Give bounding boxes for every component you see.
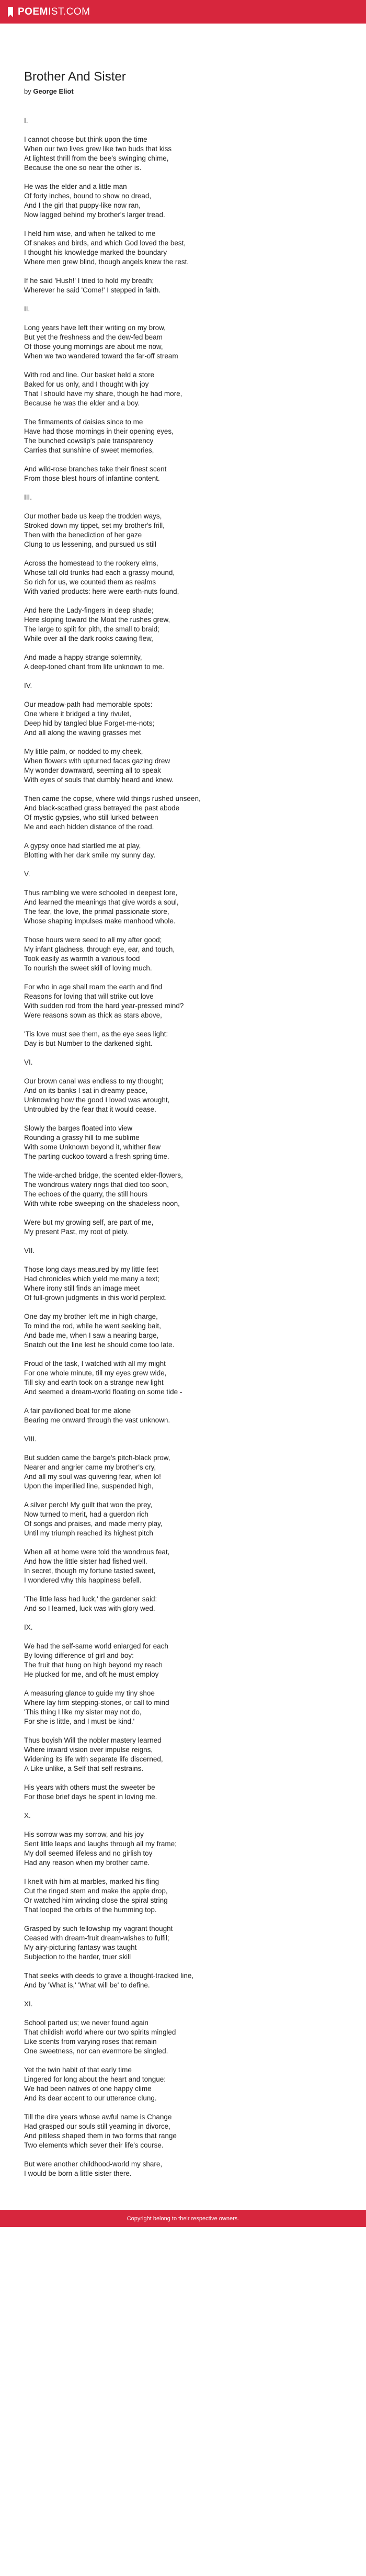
poem-line: My infant gladness, through eye, ear, and touch, <box>24 945 175 953</box>
poem-line: Here sloping toward the Moat the rushes grew, <box>24 616 170 624</box>
poem-line: The bunched cowslip's pale transparency <box>24 437 154 445</box>
poem-line: Upon the imperilled line, suspended high, <box>24 1482 154 1490</box>
poem-line: Our mother bade us keep the trodden ways, <box>24 512 162 520</box>
stanza <box>24 747 335 785</box>
poem-line: Our meadow-path had memorable spots: <box>24 701 153 708</box>
poem-line: One day my brother left me in high charge, <box>24 1313 158 1320</box>
poem-line: But sudden came the barge's pitch-black prow, <box>24 1454 170 1462</box>
stanza <box>24 2018 335 2056</box>
section-numeral: VI. <box>24 1058 33 1066</box>
poem-line: Widening its life with separate life discerned, <box>24 1755 163 1763</box>
poem-line: And seemed a dream-world floating on some tide - <box>24 1388 182 1396</box>
poem-line: A fair pavilioned boat for me alone <box>24 1407 131 1415</box>
poem-line: Of snakes and birds, and which God loved the best, <box>24 239 186 247</box>
stanza <box>24 1783 335 1802</box>
poem-line: Ceased with dream-fruit dream-wishes to fulfil; <box>24 1934 169 1942</box>
poem-line: And all my soul was quivering fear, when lo! <box>24 1473 161 1481</box>
poem-line: With some Unknown beyond it, whither flew <box>24 1143 161 1151</box>
poem-line: One sweetness, nor can evermore be singled. <box>24 2047 168 2055</box>
poem-line: By loving difference of girl and boy: <box>24 1652 134 1659</box>
poem-line: Of those young mornings are about me now, <box>24 343 163 351</box>
poem-section <box>24 1434 335 1613</box>
poem-line: When we two wandered toward the far-off stream <box>24 352 178 360</box>
poem-line: With eyes of souls that dumbly heard and knew. <box>24 776 174 784</box>
stanza <box>24 606 335 643</box>
stanza <box>24 1689 335 1726</box>
poem-line: For she is little, and I must be kind.' <box>24 1718 135 1725</box>
poem-line: To mind the rod, while he went seeking bait, <box>24 1322 161 1330</box>
poem-line: With rod and line. Our basket held a store <box>24 371 155 379</box>
poem-content <box>0 24 366 2200</box>
poem-line: Grasped by such fellowship my vagrant thought <box>24 1925 173 1933</box>
poem-line: His sorrow was my sorrow, and his joy <box>24 1831 144 1838</box>
poem-line: My wonder downward, seeming all to speak <box>24 766 161 774</box>
author-name[interactable]: George Eliot <box>33 87 74 95</box>
poem-line: Subjection to the harder, truer skill <box>24 1953 131 1961</box>
poem-line: Then came the copse, where wild things rushed unseen, <box>24 795 201 803</box>
stanza <box>24 465 335 483</box>
stanza <box>24 841 335 860</box>
stanza <box>24 559 335 596</box>
stanza <box>24 935 335 973</box>
poem-line: Yet the twin habit of that early time <box>24 2066 132 2074</box>
poem-line: Those long days measured by my little feet <box>24 1266 158 1273</box>
poem-line: Bearing me onward through the vast unknown. <box>24 1416 170 1424</box>
poem-line: While over all the dark rooks cawing flew, <box>24 635 153 642</box>
poem-line: Of songs and praises, and made merry play, <box>24 1520 163 1528</box>
poem-line: Nearer and angrier came my brother's cry, <box>24 1463 156 1471</box>
quill-logo-icon <box>6 6 15 18</box>
top-bar <box>0 0 366 24</box>
poem-line: And all along the waving grasses met <box>24 729 141 737</box>
stanza <box>24 2112 335 2150</box>
poem-line: And by 'What is,' 'What will be' to define. <box>24 1981 150 1989</box>
poem-line: My little palm, or nodded to my cheek, <box>24 748 143 755</box>
stanza <box>24 1406 335 1425</box>
poem-line: My present Past, my root of piety. <box>24 1228 129 1236</box>
stanza <box>24 1171 335 1208</box>
poem-line: My doll seemed lifeless and no girlish toy <box>24 1849 153 1857</box>
poem-line: My airy-picturing fantasy was taught <box>24 1944 137 1951</box>
poem-line: The parting cuckoo toward a fresh spring time. <box>24 1153 169 1160</box>
poem-line: Stroked down my tippet, set my brother's frill, <box>24 522 165 529</box>
poem-line: Our brown canal was endless to my thought; <box>24 1077 164 1085</box>
stanza <box>24 512 335 549</box>
poem-line: Unknowing how the good I loved was wrought, <box>24 1096 170 1104</box>
poem-line: Proud of the task, I watched with all my might <box>24 1360 166 1368</box>
poem-line: I would be born a little sister there. <box>24 2170 132 2177</box>
poem-line: And made a happy strange solemnity, <box>24 653 142 661</box>
poem-line: Until my triumph reached its highest pitch <box>24 1529 153 1537</box>
poem-line: Till the dire years whose awful name is Change <box>24 2113 172 2121</box>
section-numeral: II. <box>24 305 30 313</box>
stanza <box>24 1453 335 1491</box>
poem-line: Where irony still finds an image meet <box>24 1284 140 1292</box>
poem-section <box>24 1811 335 1990</box>
stanza <box>24 417 335 455</box>
poem-line: For who in age shall roam the earth and find <box>24 983 163 991</box>
poem-line: We had been natives of one happy clime <box>24 2085 152 2093</box>
poem-line: I wondered why this happiness befell. <box>24 1576 142 1584</box>
poem-line: That looped the orbits of the humming top. <box>24 1906 157 1914</box>
section-numeral: X. <box>24 1812 31 1820</box>
stanza <box>24 888 335 926</box>
poem-line: With sudden rod from the hard year-pressed mind? <box>24 1002 184 1010</box>
poem-line: Because he was the elder and a boy. <box>24 399 140 407</box>
poem-line: Across the homestead to the rookery elms, <box>24 559 158 567</box>
stanza <box>24 1124 335 1161</box>
poem-line: 'Tis love must see them, as the eye sees light: <box>24 1030 168 1038</box>
poem-line: The fear, the love, the primal passionate store, <box>24 908 169 916</box>
stanza <box>24 182 335 220</box>
poem-line: With varied products: here were earth-nuts found, <box>24 587 179 595</box>
poem-line: When flowers with upturned faces gazing drew <box>24 757 170 765</box>
poem-line: Thus rambling we were schooled in deepest lore, <box>24 889 178 897</box>
poem-line: The wide-arched bridge, the scented elder-flowers, <box>24 1171 183 1179</box>
stanza <box>24 229 335 267</box>
poem-line: Took easily as warmth a various food <box>24 955 140 963</box>
copyright-text: Copyright belong to their respective owners. <box>127 2215 239 2222</box>
stanza <box>24 1265 335 1303</box>
poem-line: And wild-rose branches take their finest scent <box>24 465 167 473</box>
poem-line: And learned the meanings that give words a soul, <box>24 898 179 906</box>
poem-line: Of full-grown judgments in this world perplext. <box>24 1294 167 1302</box>
poem-line: When all at home were told the wondrous feat, <box>24 1548 170 1556</box>
stanza <box>24 1077 335 1114</box>
poem-line: Had any reason when my brother came. <box>24 1859 150 1867</box>
poem-line: Carries that sunshine of sweet memories, <box>24 446 154 454</box>
poem-author <box>24 87 335 95</box>
poem-line: And on its banks I sat in dreamy peace, <box>24 1087 148 1094</box>
poem-line: At lightest thrill from the bee's swinging chime, <box>24 154 169 162</box>
poem-section <box>24 1623 335 1802</box>
poem-line: The echoes of the quarry, the still hours <box>24 1190 148 1198</box>
poem-section <box>24 1999 335 2178</box>
poem-line: Like scents from varying roses that remain <box>24 2038 157 2046</box>
poem-line: From those blest hours of infantine content. <box>24 474 160 482</box>
section-numeral: IX. <box>24 1623 33 1631</box>
poem-section <box>24 681 335 860</box>
poem-line: And black-scathed grass betrayed the past abode <box>24 804 180 812</box>
stanza <box>24 135 335 173</box>
poem-line: Whose shaping impulses make manhood whole. <box>24 917 176 925</box>
stanza <box>24 370 335 408</box>
poem-line: Where men grew blind, though angels knew the rest. <box>24 258 189 266</box>
poem-line: Day is but Number to the darkened sight. <box>24 1040 153 1047</box>
poem-line: Long years have left their writing on my brow, <box>24 324 166 332</box>
poem-line: In secret, though my fortune tasted sweet, <box>24 1567 156 1575</box>
stanza <box>24 1971 335 1990</box>
poem-line: A Like unlike, a Self that self restrains. <box>24 1765 144 1772</box>
poem-line: Have had those mornings in their opening eyes, <box>24 427 174 435</box>
poem-line: Where inward vision over impulse reigns, <box>24 1746 153 1754</box>
poem-line: Reasons for loving that will strike out love <box>24 992 154 1000</box>
poem-section <box>24 116 335 295</box>
poem-line: A gypsy once had startled me at play, <box>24 842 141 850</box>
poem-line: One where it bridged a tiny rivulet, <box>24 710 131 718</box>
poem-line: The wondrous watery rings that died too soon, <box>24 1181 169 1189</box>
poem-line: With white robe sweeping-on the shadeless noon, <box>24 1200 180 1207</box>
poem-line: Thus boyish Will the nobler mastery learned <box>24 1736 162 1744</box>
poem-line: Now turned to merit, had a guerdon rich <box>24 1510 148 1518</box>
stanza <box>24 1030 335 1048</box>
poem-line: And so I learned, luck was with glory wed. <box>24 1605 155 1612</box>
section-numeral: VII. <box>24 1247 35 1255</box>
poem-line: Then with the benediction of her gaze <box>24 531 142 539</box>
poem-line: A deep-toned chant from life unknown to me. <box>24 663 164 671</box>
stanza <box>24 653 335 672</box>
poem-line: Of forty inches, bound to show no dread, <box>24 192 152 200</box>
stanza <box>24 1312 335 1350</box>
stanza <box>24 1642 335 1679</box>
poem-line: Were but my growing self, are part of me, <box>24 1218 154 1226</box>
poem-line: The firmaments of daisies since to me <box>24 418 143 426</box>
poem-line: Slowly the barges floated into view <box>24 1124 133 1132</box>
poem-section <box>24 493 335 672</box>
poem-line: Snatch out the line lest he should come too late. <box>24 1341 175 1349</box>
stanza <box>24 1924 335 1962</box>
poem-line: I cannot choose but think upon the time <box>24 135 147 143</box>
poem-line: 'The little lass had luck,' the gardener said: <box>24 1595 157 1603</box>
stanza <box>24 1359 335 1397</box>
poem-line: That I should have my share, though he had more, <box>24 390 182 398</box>
site-logo-link[interactable] <box>6 6 90 18</box>
poem-line: Or watched him winding close the spiral string <box>24 1896 168 1904</box>
poem-line: Till sky and earth took on a strange new light <box>24 1379 164 1386</box>
poem-body <box>24 116 335 2178</box>
poem-line: And its dear accent to our utterance clung. <box>24 2094 157 2102</box>
poem-line: Had grasped our souls still yearning in divorce, <box>24 2122 170 2130</box>
poem-line: And how the little sister had fished well. <box>24 1557 147 1565</box>
poem-line: Those hours were seed to all my after good; <box>24 936 162 944</box>
poem-line: That childish world where our two spirits mingled <box>24 2028 176 2036</box>
poem-line: Where lay firm stepping-stones, or call to mind <box>24 1699 169 1707</box>
poem-line: A measuring glance to guide my tiny shoe <box>24 1689 155 1697</box>
poem-line: Were reasons sown as thick as stars above, <box>24 1011 162 1019</box>
section-numeral: IV. <box>24 682 32 690</box>
poem-line: Deep hid by tangled blue Forget-me-nots; <box>24 719 155 727</box>
stanza <box>24 2065 335 2103</box>
poem-line: I knelt with him at marbles, marked his fling <box>24 1878 159 1885</box>
stanza <box>24 1547 335 1585</box>
poem-line: The fruit that hung on high beyond my reach <box>24 1661 163 1669</box>
poem-title: Brother And Sister <box>24 70 126 84</box>
poem-line: 'This thing I like my sister may not do, <box>24 1708 142 1716</box>
poem-line: A silver perch! My guilt that won the prey, <box>24 1501 153 1509</box>
poem-line: We had the self-same world enlarged for each <box>24 1642 168 1650</box>
section-numeral: VIII. <box>24 1435 37 1443</box>
author-prefix: by <box>24 87 31 95</box>
poem-line: Of mystic gypsies, who still lurked between <box>24 814 158 821</box>
section-numeral: V. <box>24 870 30 878</box>
site-logo-text: POEMIST.COM <box>18 6 90 17</box>
poem-section <box>24 869 335 1048</box>
poem-line: Had chronicles which yield me many a text; <box>24 1275 159 1283</box>
stanza <box>24 794 335 832</box>
poem-line: Cut the ringed stem and make the apple drop, <box>24 1887 168 1895</box>
poem-line: The large to split for pith, the small to braid; <box>24 625 159 633</box>
poem-line: I thought his knowledge marked the boundary <box>24 248 167 256</box>
poem-section <box>24 304 335 483</box>
poem-line: Two elements which sever their life's course. <box>24 2141 164 2149</box>
poem-line: Clung to us lessening, and pursued us still <box>24 540 156 548</box>
stanza <box>24 2160 335 2178</box>
poem-line: That seeks with deeds to grave a thought-tracked line, <box>24 1972 194 1980</box>
poem-line: But yet the freshness and the dew-fed beam <box>24 333 163 341</box>
poem-line: Untroubled by the fear that it would cease. <box>24 1105 156 1113</box>
poem-line: But were another childhood-world my share, <box>24 2160 163 2168</box>
stanza <box>24 323 335 361</box>
poem-line: He plucked for me, and oft he must employ <box>24 1670 159 1678</box>
section-numeral: III. <box>24 493 32 501</box>
poem-line: Sent little leaps and laughs through all my frame; <box>24 1840 177 1848</box>
poem-line: When our two lives grew like two buds that kiss <box>24 145 172 153</box>
stanza <box>24 700 335 738</box>
stanza <box>24 1877 335 1915</box>
poem-line: Wherever he said 'Come!' I stepped in faith. <box>24 286 161 294</box>
poem-section <box>24 1246 335 1425</box>
poem-line: Lingered for long about the heart and tongue: <box>24 2075 166 2083</box>
poem-line: He was the elder and a little man <box>24 183 127 190</box>
poem-line: For those brief days he spent in loving me. <box>24 1793 157 1801</box>
stanza <box>24 1595 335 1613</box>
poem-line: If he said 'Hush!' I tried to hold my breath; <box>24 277 154 285</box>
poem-line: Rounding a grassy hill to me sublime <box>24 1134 140 1142</box>
poem-line: And I the girl that puppy-like now ran, <box>24 201 141 209</box>
poem-line: And here the Lady-fingers in deep shade; <box>24 606 154 614</box>
poem-line: Whose tall old trunks had each a grassy mound, <box>24 569 175 577</box>
poem-line: For one whole minute, till my eyes grew wide, <box>24 1369 167 1377</box>
poem-line: Me and each hidden distance of the road. <box>24 823 154 831</box>
stanza <box>24 1500 335 1538</box>
section-numeral: I. <box>24 117 28 125</box>
stanza <box>24 1830 335 1868</box>
stanza <box>24 1218 335 1237</box>
poem-line: And pitiless shaped them in two forms that range <box>24 2132 177 2140</box>
poem-line: I held him wise, and when he talked to me <box>24 230 156 238</box>
poem-line: Now lagged behind my brother's larger tread. <box>24 211 165 219</box>
poem-line: And bade me, when I saw a nearing barge, <box>24 1331 159 1339</box>
poem-line: School parted us; we never found again <box>24 2019 148 2027</box>
stanza <box>24 1736 335 1773</box>
poem-section <box>24 1058 335 1237</box>
poem-line: Because the one so near the other is. <box>24 164 142 172</box>
poem-line: To nourish the sweet skill of loving much. <box>24 964 152 972</box>
poem-line: Baked for us only, and I thought with joy <box>24 380 149 388</box>
poem-line: Blotting with her dark smile my sunny day. <box>24 851 156 859</box>
footer-bar <box>0 2210 366 2227</box>
stanza <box>24 982 335 1020</box>
poem-line: So rich for us, we counted them as realms <box>24 578 156 586</box>
poem-line: His years with others must the sweeter be <box>24 1783 155 1791</box>
section-numeral: XI. <box>24 2000 33 2008</box>
stanza <box>24 276 335 295</box>
